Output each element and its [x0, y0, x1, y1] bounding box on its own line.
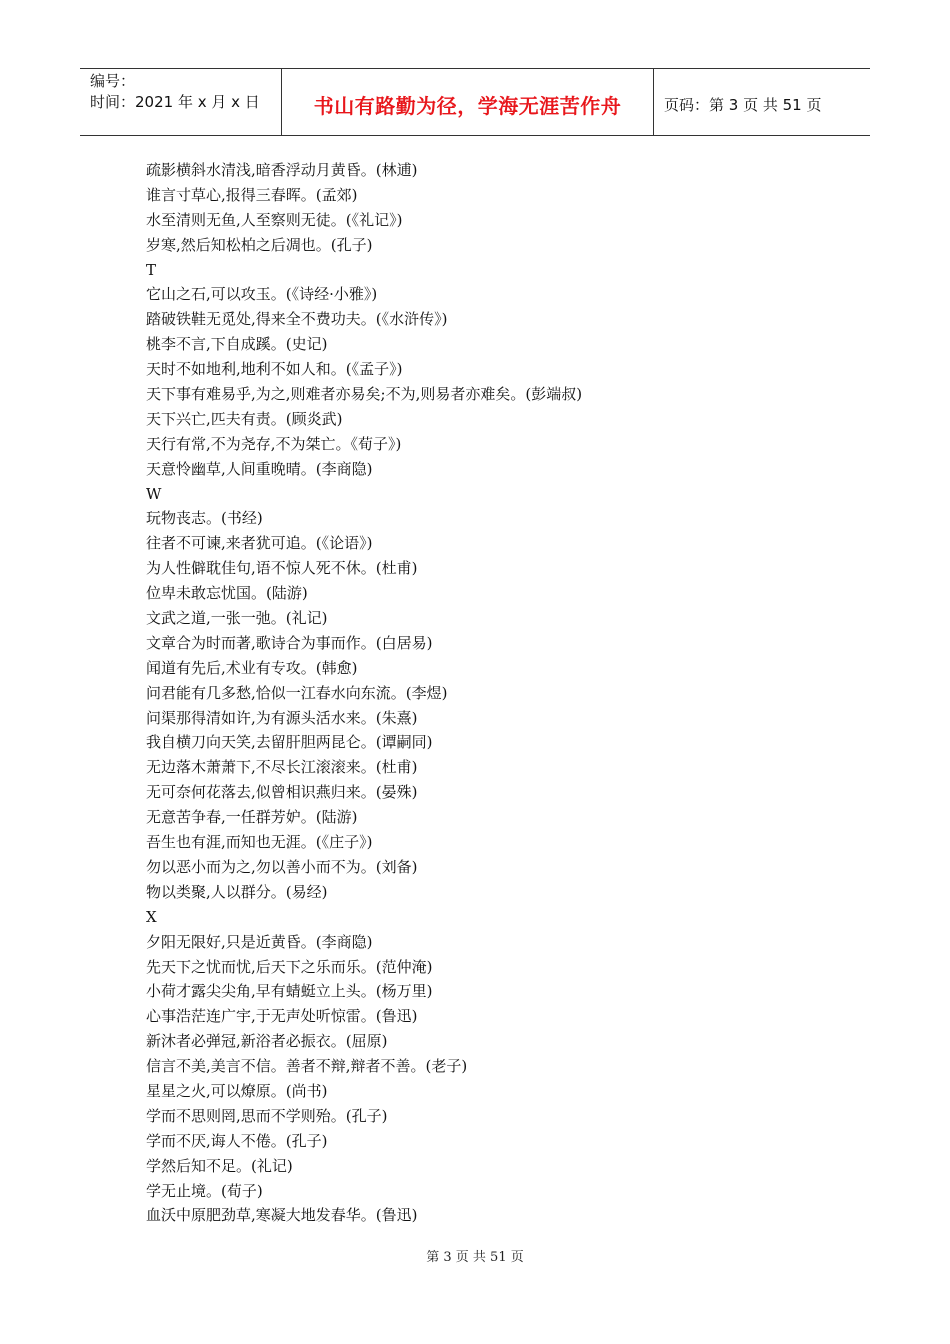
quotes-list — [146, 158, 846, 1228]
quote-line: 天行有常,不为尧存,不为桀亡。《荀子》) — [146, 434, 402, 453]
header-meta — [80, 69, 282, 135]
quote-line: 先天下之忧而忧,后天下之乐而乐。(范仲淹) — [146, 957, 433, 976]
quote-line: 天下兴亡,匹夫有责。(顾炎武) — [146, 409, 343, 428]
number-label: 编号： — [90, 72, 136, 90]
quote-line: 学无止境。(荀子) — [146, 1181, 263, 1200]
quote-line: 无可奈何花落去,似曾相识燕归来。(晏殊) — [146, 783, 418, 802]
quote-line: 新沐者必弹冠,新浴者必振衣。(屈原) — [146, 1032, 388, 1051]
quote-line: 学而不思则罔,思而不学则殆。(孔子) — [146, 1106, 388, 1125]
quote-line: 天时不如地利,地利不如人和。(《孟子》) — [146, 360, 403, 379]
quote-line: 谁言寸草心,报得三春晖。(孟郊) — [146, 185, 358, 204]
page-footer — [0, 1246, 950, 1265]
quote-line: 无意苦争春,一任群芳妒。(陆游) — [146, 808, 358, 827]
quote-line: 无边落木萧萧下,不尽长江滚滚来。(杜甫) — [146, 758, 418, 777]
footer-page-number: 第 3 页 共 51 页 — [426, 1250, 524, 1265]
quote-line: 问君能有几多愁,恰似一江春水向东流。(李煜) — [146, 683, 448, 702]
header-motto-cell — [282, 69, 654, 135]
quote-line: 小荷才露尖尖角,早有蜻蜓立上头。(杨万里) — [146, 982, 433, 1001]
quote-line: 问渠那得清如许,为有源头活水来。(朱熹) — [146, 708, 418, 727]
quote-line: 为人性僻耽佳句,语不惊人死不休。(杜甫) — [146, 559, 418, 578]
header-page-info — [654, 69, 870, 135]
quote-line: 玩物丧志。(书经) — [146, 509, 263, 528]
quote-line: 岁寒,然后知松柏之后凋也。(孔子) — [146, 235, 373, 254]
quote-line: 疏影横斜水清浅,暗香浮动月黄昏。(林逋) — [146, 161, 418, 179]
quote-line: 我自横刀向天笑,去留肝胆两昆仑。(谭嗣同) — [146, 733, 433, 752]
quote-line: 水至清则无鱼,人至察则无徒。(《礼记》) — [146, 210, 403, 229]
motto-text: 书山有路勤为径，学海无涯苦作舟 — [313, 93, 622, 118]
quote-line: 夕阳无限好,只是近黄昏。(李商隐) — [146, 932, 373, 951]
quote-line: 往者不可谏,来者犹可追。(《论语》) — [146, 534, 373, 553]
page-header — [80, 68, 870, 136]
quote-line: 学然后知不足。(礼记) — [146, 1156, 293, 1175]
section-letter: T — [146, 260, 157, 279]
quote-line: 位卑未敢忘忧国。(陆游) — [146, 584, 308, 603]
quote-line: 文武之道,一张一弛。(礼记) — [146, 609, 328, 628]
quote-line: 它山之石,可以攻玉。(《诗经·小雅》) — [146, 285, 378, 304]
quote-line: 物以类聚,人以群分。(易经) — [146, 882, 328, 901]
quote-line: 血沃中原肥劲草,寒凝大地发春华。(鲁迅) — [146, 1206, 418, 1225]
quote-line: 天下事有难易乎,为之,则难者亦易矣;不为,则易者亦难矣。(彭端叔) — [146, 385, 583, 404]
quote-line: 桃李不言,下自成蹊。(史记) — [146, 335, 328, 354]
quote-line: 吾生也有涯,而知也无涯。(《庄子》) — [146, 833, 373, 852]
quote-line: 勿以恶小而为之,勿以善小而不为。(刘备) — [146, 857, 418, 876]
quote-line: 踏破铁鞋无觅处,得来全不费功夫。(《水浒传》) — [146, 310, 448, 329]
quote-line: 天意怜幽草,人间重晚晴。(李商隐) — [146, 459, 373, 478]
quote-line: 信言不美,美言不信。善者不辩,辩者不善。(老子) — [146, 1057, 468, 1076]
section-letter: X — [146, 907, 157, 926]
quote-line: 文章合为时而著,歌诗合为事而作。(白居易) — [146, 633, 433, 652]
quote-line: 心事浩茫连广宇,于无声处听惊雷。(鲁迅) — [146, 1007, 418, 1026]
section-letter: W — [146, 484, 162, 503]
page-info-text: 页码：第 3 页 共 51 页 — [664, 95, 822, 114]
quote-line: 星星之火,可以燎原。(尚书) — [146, 1081, 328, 1100]
quote-line: 闻道有先后,术业有专攻。(韩愈) — [146, 658, 358, 677]
date-text: 时间：2021 年 x 月 x 日 — [90, 93, 260, 111]
quote-line: 学而不厌,诲人不倦。(孔子) — [146, 1131, 328, 1150]
